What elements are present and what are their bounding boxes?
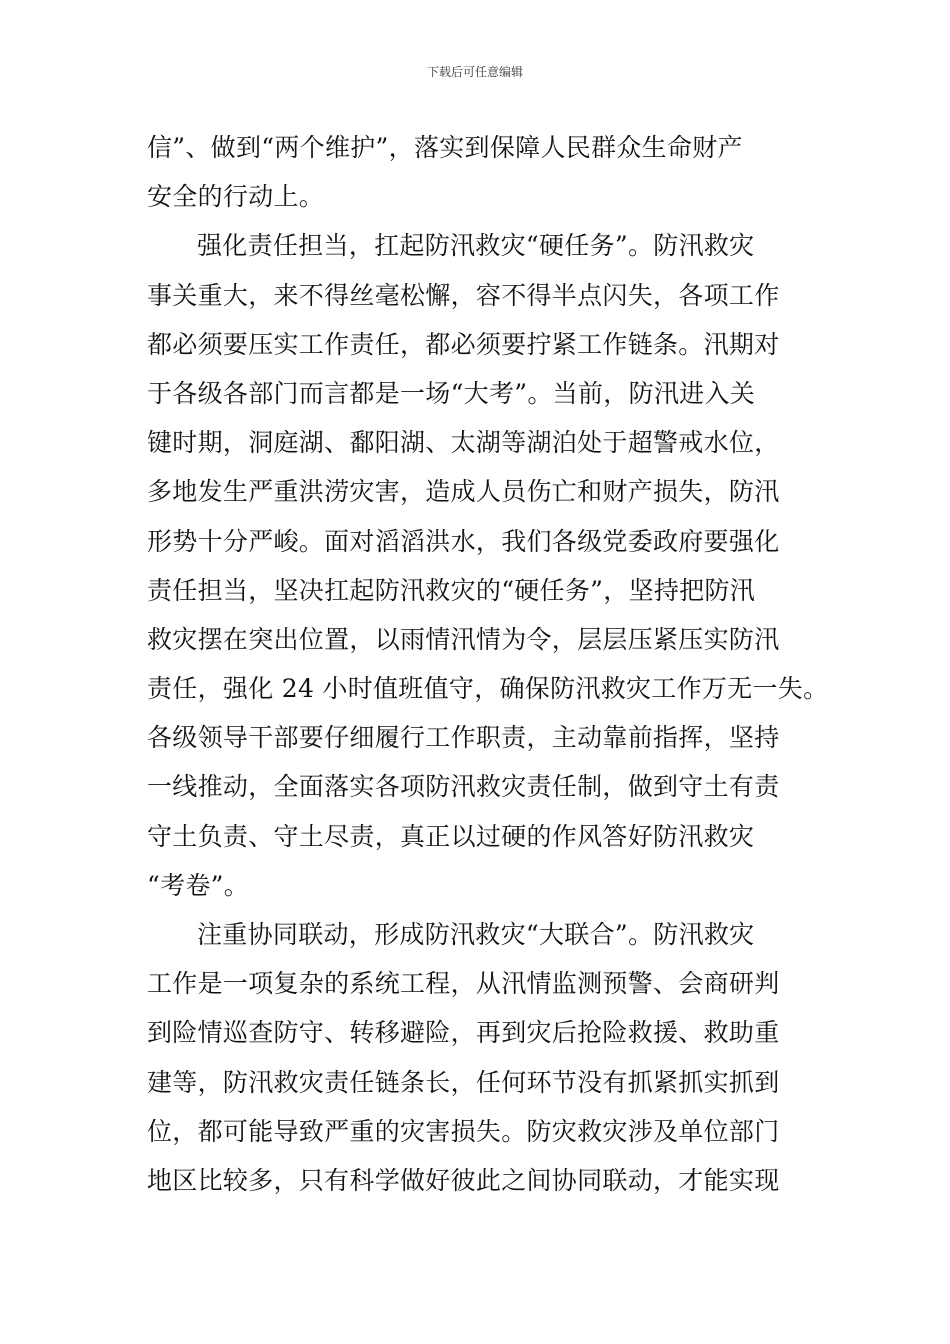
- page-header: 下载后可任意编辑: [426, 65, 523, 79]
- paragraph-line: 多地发生严重洪涝灾害，造成人员伤亡和财产损失，防汛: [147, 477, 780, 507]
- paragraph-2: [147, 221, 847, 910]
- paragraph-line: 守土负责、守土尽责，真正以过硬的作风答好防汛救灾: [147, 821, 755, 851]
- paragraph-line: 形势十分严峻。面对滔滔洪水，我们各级党委政府要强化: [147, 526, 780, 556]
- paragraph-line: “考卷”。: [147, 870, 250, 900]
- paragraph-line: 到险情巡查防守、转移避险，再到灾后抢险救援、救助重: [147, 1018, 780, 1048]
- paragraph-line: 责任担当，坚决扛起防汛救灾的“硬任务”，坚持把防汛: [147, 575, 756, 605]
- paragraph-line: 安全的行动上。: [147, 182, 325, 212]
- paragraph-line: 救灾摆在突出位置，以雨情汛情为令，层层压紧压实防汛: [147, 624, 780, 654]
- paragraph-line: 位，都可能导致严重的灾害损失。防灾救灾涉及单位部门: [147, 1116, 780, 1146]
- document-body: [147, 123, 847, 1205]
- paragraph-line: 键时期，洞庭湖、鄱阳湖、太湖等湖泊处于超警戒水位，: [147, 428, 780, 458]
- paragraph-line: 注重协同联动，形成防汛救灾“大联合”。防汛救灾: [197, 920, 755, 949]
- paragraph-1: [147, 123, 847, 221]
- paragraph-line: 建等，防汛救灾责任链条长，任何环节没有抓紧抓实抓到: [147, 1067, 780, 1097]
- paragraph-line: 都必须要压实工作责任，都必须要拧紧工作链条。汛期对: [147, 329, 780, 359]
- paragraph-line: 强化责任担当，扛起防汛救灾“硬任务”。防汛救灾: [197, 231, 755, 261]
- paragraph-line: 一线推动，全面落实各项防汛救灾责任制，做到守土有责: [147, 772, 780, 802]
- paragraph-line: 工作是一项复杂的系统工程，从汛情监测预警、会商研判: [147, 969, 780, 999]
- paragraph-line: 地区比较多，只有科学做好彼此之间协同联动，才能实现: [147, 1165, 780, 1195]
- paragraph-line: 于各级各部门而言都是一场“大考”。当前，防汛进入关: [147, 378, 756, 408]
- paragraph-line: 责任，强化 24 小时值班值守，确保防汛救灾工作万无一失。: [147, 674, 829, 704]
- paragraph-3: [147, 910, 847, 1205]
- paragraph-line: 信”、做到“两个维护”，落实到保障人民群众生命财产: [147, 133, 743, 162]
- paragraph-line: 事关重大，来不得丝毫松懈，容不得半点闪失，各项工作: [147, 280, 780, 310]
- paragraph-line: 各级领导干部要仔细履行工作职责，主动靠前指挥，坚持: [147, 723, 780, 753]
